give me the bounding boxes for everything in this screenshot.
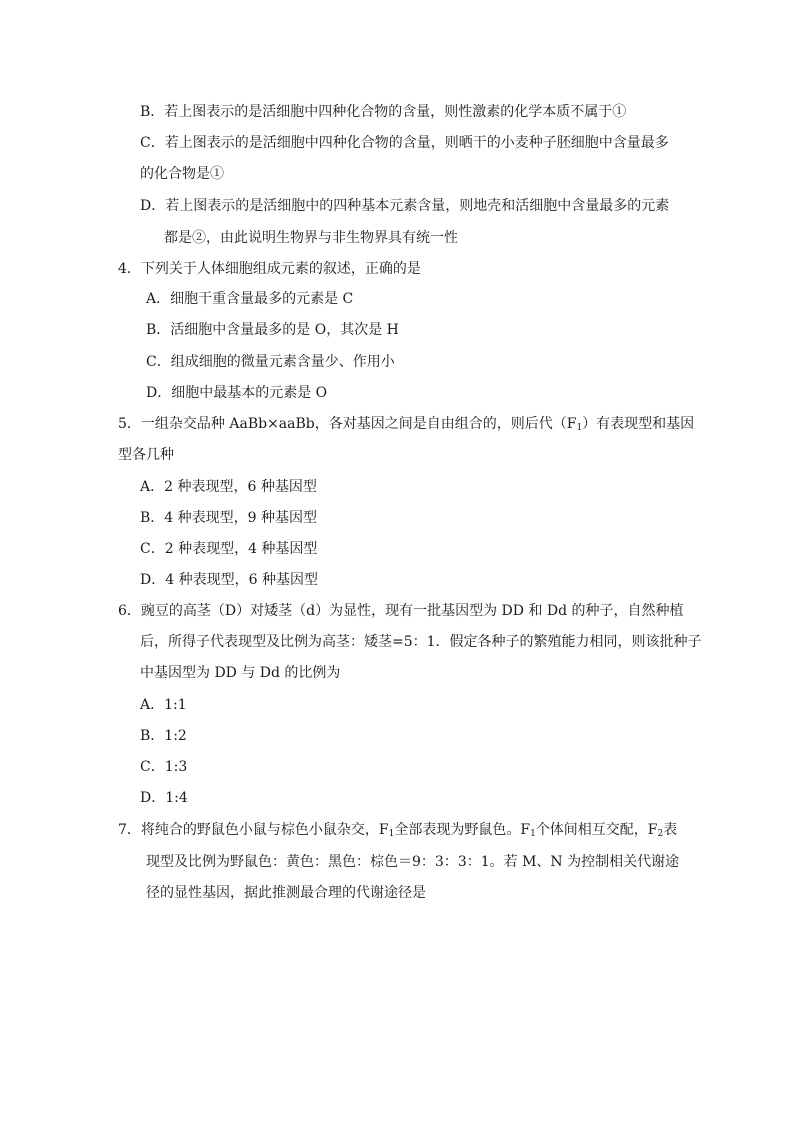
q6-option-c: C．1:3 — [140, 759, 188, 775]
q7-text-a: 7．将纯合的野鼠色小鼠与棕色小鼠杂交，F — [118, 822, 389, 838]
q7-text-b: 全部表现为野鼠色。F — [394, 822, 531, 838]
q5-option-b: B．4 种表现型，9 种基因型 — [140, 510, 318, 526]
q7-stem-line2: 现型及比例为野鼠色：黄色：黑色：棕色＝9：3：3：1。若 M、N 为控制相关代谢途 — [146, 854, 680, 870]
q6-stem-line1: 6．豌豆的高茎（D）对矮茎（d）为显性，现有一批基因型为 DD 和 Dd 的种子，自然种植 — [118, 603, 684, 619]
q7-text-c: 个体间相互交配，F — [535, 822, 658, 838]
q5-stem-text-b: ）有表现型和基因 — [582, 416, 695, 432]
q7-stem-line3: 径的显性基因，据此推测最合理的代谢途径是 — [146, 885, 426, 901]
q5-subscript: 1 — [576, 423, 583, 433]
q4-option-c: C．组成细胞的微量元素含量少、作用小 — [146, 354, 395, 370]
q4-stem: 4．下列关于人体细胞组成元素的叙述，正确的是 — [118, 261, 421, 277]
q3-option-c-line2: 的化合物是① — [140, 166, 224, 182]
q7-stem-line1 — [118, 820, 677, 840]
q6-option-d: D．1:4 — [140, 790, 188, 806]
q7-subscript-3: 2 — [657, 829, 664, 839]
q6-stem-line3: 中基因型为 DD 与 Dd 的比例为 — [140, 665, 341, 681]
q6-option-a: A．1:1 — [140, 697, 187, 713]
q5-stem-text-a: 5．一组杂交品种 AaBb×aaBb，各对基因之间是自由组合的，则后代（F — [118, 416, 577, 432]
q5-option-c: C．2 种表现型，4 种基因型 — [140, 541, 318, 557]
q5-option-d: D．4 种表现型，6 种基因型 — [140, 572, 318, 588]
q5-option-a: A．2 种表现型，6 种基因型 — [140, 479, 317, 495]
q5-stem-line1 — [118, 414, 694, 434]
q6-stem-line2: 后，所得子代表现型及比例为高茎：矮茎=5：1．假定各种子的繁殖能力相同，则该批种子 — [140, 634, 702, 650]
q4-option-b: B．活细胞中含量最多的是 O，其次是 H — [146, 322, 399, 338]
q7-subscript-1: 1 — [388, 829, 395, 839]
q6-option-b: B．1:2 — [140, 728, 187, 744]
q4-option-d: D．细胞中最基本的元素是 O — [146, 385, 328, 401]
q7-subscript-2: 1 — [530, 829, 536, 839]
q3-option-d-line2: 都是②，由此说明生物界与非生物界具有统一性 — [164, 230, 458, 246]
q3-option-c-line1: C．若上图表示的是活细胞中四种化合物的含量，则晒干的小麦种子胚细胞中含量最多 — [140, 135, 669, 151]
q4-option-a: A．细胞干重含量最多的元素是 C — [146, 291, 354, 307]
q7-text-d: 表 — [663, 822, 678, 838]
q3-option-b: B．若上图表示的是活细胞中四种化合物的含量，则性激素的化学本质不属于① — [140, 104, 627, 120]
q3-option-d-line1: D．若上图表示的是活细胞中的四种基本元素含量，则地壳和活细胞中含量最多的元素 — [140, 198, 670, 214]
q5-stem-line2: 型各几种 — [118, 447, 174, 463]
